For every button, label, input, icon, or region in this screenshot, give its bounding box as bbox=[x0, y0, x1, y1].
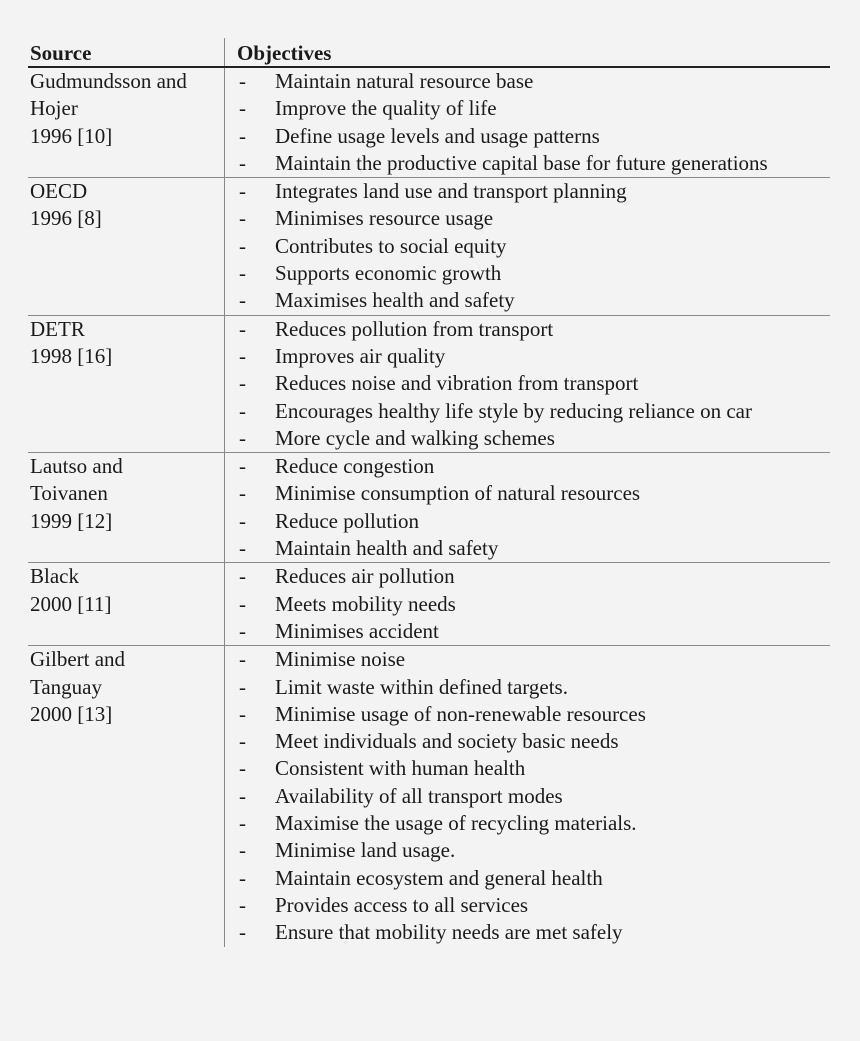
source-line: Hojer bbox=[30, 96, 78, 121]
bullet-dash: - bbox=[239, 892, 246, 917]
table-row bbox=[28, 563, 830, 646]
table-row bbox=[28, 68, 830, 178]
objective-text: Reduces air pollution bbox=[275, 564, 455, 589]
table-row bbox=[28, 453, 830, 563]
objective-item bbox=[225, 453, 830, 480]
objective-item bbox=[225, 233, 830, 260]
objective-text: Reduces noise and vibration from transport bbox=[275, 371, 639, 396]
objective-item bbox=[225, 205, 830, 232]
source-line: OECD bbox=[30, 179, 88, 204]
bullet-dash: - bbox=[239, 536, 246, 561]
objectives-table bbox=[28, 38, 830, 947]
objective-text: Minimise land usage. bbox=[275, 838, 456, 863]
objective-text: Maintain the productive capital base for future generations bbox=[275, 150, 768, 175]
objective-text: Maximise the usage of recycling materials. bbox=[275, 811, 637, 836]
objective-item bbox=[225, 398, 830, 425]
bullet-dash: - bbox=[239, 481, 246, 506]
objective-item bbox=[225, 316, 830, 343]
objectives-cell bbox=[225, 646, 830, 946]
objective-item bbox=[225, 287, 830, 314]
objective-item bbox=[225, 810, 830, 837]
table-row bbox=[28, 646, 830, 946]
objective-text: Minimise noise bbox=[275, 647, 406, 672]
bullet-dash: - bbox=[239, 425, 246, 450]
bullet-dash: - bbox=[239, 398, 246, 423]
objective-item bbox=[225, 535, 830, 562]
objective-item bbox=[225, 425, 830, 452]
bullet-dash: - bbox=[239, 69, 246, 93]
objective-text: Encourages healthy life style by reducing reliance on car bbox=[275, 398, 752, 423]
bullet-dash: - bbox=[239, 838, 246, 863]
source-line: Gudmundsson and bbox=[30, 69, 187, 93]
objective-text: Availability of all transport modes bbox=[275, 783, 563, 808]
objective-item bbox=[225, 563, 830, 590]
bullet-dash: - bbox=[239, 647, 246, 672]
source-line: 1996 [10] bbox=[30, 123, 113, 148]
objective-item bbox=[225, 591, 830, 618]
table-header bbox=[28, 38, 830, 68]
source-line: 1998 [16] bbox=[30, 343, 113, 368]
bullet-dash: - bbox=[239, 454, 246, 479]
objectives-cell bbox=[225, 68, 830, 177]
bullet-dash: - bbox=[239, 591, 246, 616]
bullet-dash: - bbox=[239, 343, 246, 368]
objective-item bbox=[225, 728, 830, 755]
objective-text: Provides access to all services bbox=[275, 892, 529, 917]
objective-item bbox=[225, 123, 830, 150]
objective-item bbox=[225, 701, 830, 728]
objective-item bbox=[225, 865, 830, 892]
objectives-column-header: Objectives bbox=[237, 41, 332, 65]
bullet-dash: - bbox=[239, 564, 246, 589]
objective-text: Reduce pollution bbox=[275, 508, 420, 533]
objective-text: Maintain ecosystem and general health bbox=[275, 865, 603, 890]
objective-text: Minimises accident bbox=[275, 618, 439, 643]
source-line: 2000 [13] bbox=[30, 701, 113, 726]
bullet-dash: - bbox=[239, 123, 246, 148]
objective-text: Meet individuals and society basic needs bbox=[275, 729, 619, 754]
source-cell bbox=[28, 68, 225, 177]
bullet-dash: - bbox=[239, 261, 246, 286]
bullet-dash: - bbox=[239, 920, 246, 945]
source-line: 2000 [11] bbox=[30, 591, 112, 616]
objective-item bbox=[225, 260, 830, 287]
objective-text: Supports economic growth bbox=[275, 261, 502, 286]
objective-item bbox=[225, 150, 830, 177]
bullet-dash: - bbox=[239, 150, 246, 175]
bullet-dash: - bbox=[239, 96, 246, 121]
bullet-dash: - bbox=[239, 316, 246, 341]
objective-item bbox=[225, 480, 830, 507]
objective-text: More cycle and walking schemes bbox=[275, 425, 555, 450]
bullet-dash: - bbox=[239, 206, 246, 231]
objective-item bbox=[225, 508, 830, 535]
objective-item bbox=[225, 892, 830, 919]
bullet-dash: - bbox=[239, 674, 246, 699]
objective-text: Maximises health and safety bbox=[275, 288, 515, 313]
source-line: DETR bbox=[30, 316, 85, 341]
objective-item bbox=[225, 343, 830, 370]
objective-item bbox=[225, 370, 830, 397]
bullet-dash: - bbox=[239, 618, 246, 643]
objective-text: Minimise consumption of natural resources bbox=[275, 481, 641, 506]
source-line: 1999 [12] bbox=[30, 508, 113, 533]
source-cell bbox=[28, 646, 225, 946]
objective-text: Ensure that mobility needs are met safely bbox=[275, 920, 623, 945]
bullet-dash: - bbox=[239, 233, 246, 258]
objective-text: Maintain health and safety bbox=[275, 536, 499, 561]
objective-text: Minimises resource usage bbox=[275, 206, 494, 231]
objective-item bbox=[225, 618, 830, 645]
source-cell bbox=[28, 178, 225, 314]
source-cell bbox=[28, 453, 225, 562]
objective-text: Reduce congestion bbox=[275, 454, 435, 479]
objective-item bbox=[225, 783, 830, 810]
source-line: Tanguay bbox=[30, 674, 103, 699]
source-line: Lautso and bbox=[30, 454, 123, 479]
source-line: Toivanen bbox=[30, 481, 108, 506]
source-line: Gilbert and bbox=[30, 647, 126, 672]
source-cell bbox=[28, 563, 225, 645]
bullet-dash: - bbox=[239, 756, 246, 781]
objectives-cell bbox=[225, 178, 830, 314]
bullet-dash: - bbox=[239, 783, 246, 808]
objective-text: Integrates land use and transport planning bbox=[275, 179, 627, 204]
objective-item bbox=[225, 674, 830, 701]
objective-text: Define usage levels and usage patterns bbox=[275, 123, 600, 148]
source-cell bbox=[28, 316, 225, 452]
source-line: Black bbox=[30, 564, 79, 589]
objective-text: Improve the quality of life bbox=[275, 96, 497, 121]
objective-item bbox=[225, 837, 830, 864]
bullet-dash: - bbox=[239, 508, 246, 533]
table-body bbox=[28, 68, 830, 947]
bullet-dash: - bbox=[239, 371, 246, 396]
objectives-cell bbox=[225, 563, 830, 645]
objective-item bbox=[225, 178, 830, 205]
objective-text: Meets mobility needs bbox=[275, 591, 456, 616]
objective-item bbox=[225, 95, 830, 122]
objective-text: Improves air quality bbox=[275, 343, 446, 368]
objective-item bbox=[225, 646, 830, 673]
bullet-dash: - bbox=[239, 179, 246, 204]
bullet-dash: - bbox=[239, 865, 246, 890]
objective-item bbox=[225, 68, 830, 95]
objective-text: Maintain natural resource base bbox=[275, 69, 534, 93]
bullet-dash: - bbox=[239, 811, 246, 836]
objectives-cell bbox=[225, 316, 830, 452]
objectives-cell bbox=[225, 453, 830, 562]
objective-text: Consistent with human health bbox=[275, 756, 526, 781]
bullet-dash: - bbox=[239, 701, 246, 726]
objective-text: Minimise usage of non-renewable resources bbox=[275, 701, 646, 726]
bullet-dash: - bbox=[239, 729, 246, 754]
source-column-header: Source bbox=[28, 38, 225, 66]
objective-text: Limit waste within defined targets. bbox=[275, 674, 568, 699]
objective-item bbox=[225, 919, 830, 946]
objective-item bbox=[225, 755, 830, 782]
table-row bbox=[28, 316, 830, 453]
objective-text: Contributes to social equity bbox=[275, 233, 507, 258]
source-line: 1996 [8] bbox=[30, 206, 102, 231]
bullet-dash: - bbox=[239, 288, 246, 313]
objective-text: Reduces pollution from transport bbox=[275, 316, 554, 341]
table-row bbox=[28, 178, 830, 315]
